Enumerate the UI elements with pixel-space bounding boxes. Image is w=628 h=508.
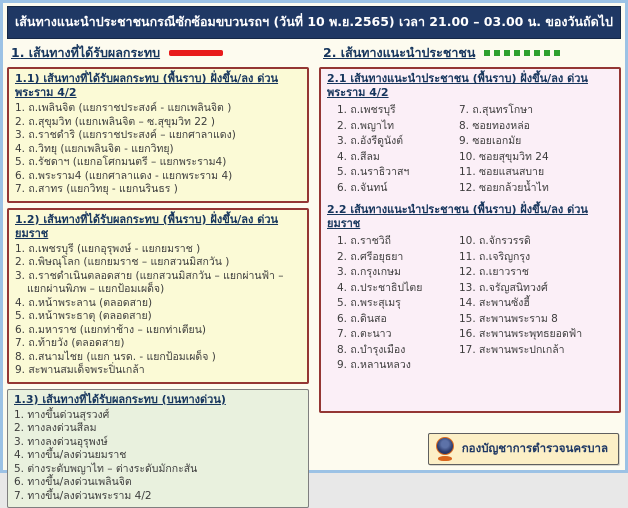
recommended-yommarat-list [327, 234, 613, 374]
list-item: 2. ถ.สุขุมวิท (แยกเพลินจิต – ซ.สุขุมวิท 22 ) [15, 116, 301, 130]
list-item: 13. ถ.จรัญสนิทวงศ์ [459, 281, 613, 297]
content-columns [7, 43, 621, 471]
list-item: 2. ถ.ศรีอยุธยา [337, 250, 459, 266]
impacted-surface-yommarat-heading: 1.2) เส้นทางที่ได้รับผลกระทบ (พื้นราบ) ฝั่งขึ้น/ลง ด่วนยมราช [15, 213, 301, 241]
page-title: เส้นทางแนะนำประชาชนกรณีซักซ้อมขบวนรถฯ (วันที่ 10 พ.ย.2565) เวลา 21.00 – 03.00 น. ของวันถัดไป [7, 6, 621, 39]
agency-name: กองบัญชาการตำรวจนครบาล [462, 440, 608, 458]
list-item: 2. ถ.พญาไท [337, 119, 459, 135]
recommended-rama4-col2 [459, 103, 613, 196]
recommended-rama4-col1 [337, 103, 459, 196]
list-item: 17. สะพานพระปกเกล้า [459, 343, 613, 359]
list-item: 8. ซอยทองหล่อ [459, 119, 613, 135]
agency-badge [428, 433, 619, 465]
list-item: 3. ถ.ราชดำเนินตลอดสาย (แยกสวนมิสกวัน – แยกผ่านฟ้า – แยกผ่านพิภพ – แยกป้อมเผด็จ) [15, 270, 301, 297]
list-item: 1. ถ.เพชรบุรี (แยกอุรุพงษ์ - แยกยมราช ) [15, 243, 301, 257]
recommended-section-heading: 2. เส้นทางแนะนำประชาชน [323, 43, 475, 63]
impacted-surface-rama4-list [15, 102, 301, 197]
list-item: 10. ซอยสุขุมวิท 24 [459, 150, 613, 166]
list-item: 16. สะพานพระพุทธยอดฟ้า [459, 327, 613, 343]
recommended-section-header [323, 44, 621, 62]
list-item: 12. ถ.เยาวราช [459, 265, 613, 281]
recommended-routes-box [319, 67, 621, 413]
red-solid-line-legend-icon [169, 50, 223, 56]
agency-badge-row [319, 433, 621, 471]
list-item: 6. ถ.มหาราช (แยกท่าช้าง – แยกท่าเตียน) [15, 324, 301, 338]
list-item: 11. ถ.เจริญกรุง [459, 250, 613, 266]
list-item: 3. ถ.ราชดำริ (แยกราชประสงค์ – แยกศาลาแดง) [15, 129, 301, 143]
recommended-yommarat-col1 [337, 234, 459, 374]
list-item: 10. ถ.จักรวรรดิ [459, 234, 613, 250]
impacted-expressway-list [14, 409, 302, 504]
list-item: 15. สะพานพระราม 8 [459, 312, 613, 328]
list-item: 7. ทางขึ้น/ลงด่วนพระราม 4/2 [14, 490, 302, 504]
recommended-routes-column [319, 43, 621, 471]
list-item: 8. ถ.สนามไชย (แยก นรด. - แยกป้อมเผด็จ ) [15, 351, 301, 365]
list-item: 5. ถ.นราธิวาสฯ [337, 165, 459, 181]
list-item: 1. ทางขึ้นด่วนสุรวงศ์ [14, 409, 302, 423]
list-item: 6. ถ.พระราม4 (แยกศาลาแดง - แยกพระราม 4) [15, 170, 301, 184]
list-item: 7. ถ.สาทร (แยกวิทยุ - แยกนรินธร ) [15, 183, 301, 197]
list-item: 5. ต่างระดับพญาไท – ต่างระดับมักกะสัน [14, 463, 302, 477]
impacted-surface-yommarat-list [15, 243, 301, 378]
list-item: 1. ถ.เพลินจิต (แยกราชประสงค์ - แยกเพลินจิต ) [15, 102, 301, 116]
list-item: 3. ทางลงด่วนอุรุพงษ์ [14, 436, 302, 450]
list-item: 3. ถ.กรุงเกษม [337, 265, 459, 281]
list-item: 12. ซอยกล้วยน้ำไท [459, 181, 613, 197]
recommended-yommarat-heading: 2.2 เส้นทางแนะนำประชาชน (พื้นราบ) ฝั่งขึ้น/ลง ด่วนยมราช [327, 203, 613, 231]
list-item: 6. ถ.ดินสอ [337, 312, 459, 328]
impacted-section-header [11, 44, 309, 62]
list-item: 7. ถ.ท้ายวัง (ตลอดสาย) [15, 337, 301, 351]
impacted-surface-rama4-box [7, 67, 309, 203]
list-item: 5. ถ.หน้าพระธาตุ (ตลอดสาย) [15, 310, 301, 324]
list-item: 6. ทางขึ้น/ลงด่วนเพลินจิต [14, 476, 302, 490]
list-item: 5. ถ.รัชดาฯ (แยกอโศกมนตรี – แยกพระราม4) [15, 156, 301, 170]
list-item: 6. ถ.จันทน์ [337, 181, 459, 197]
list-item: 8. ถ.บำรุงเมือง [337, 343, 459, 359]
recommended-yommarat-col2 [459, 234, 613, 374]
list-item: 1. ถ.ราชวิถี [337, 234, 459, 250]
list-item: 14. สะพานซังฮี้ [459, 296, 613, 312]
list-item: 7. ถ.ตะนาว [337, 327, 459, 343]
list-item: 4. ถ.หน้าพระลาน (ตลอดสาย) [15, 297, 301, 311]
list-item: 11. ซอยแสนสบาย [459, 165, 613, 181]
list-item: 5. ถ.พระสุเมรุ [337, 296, 459, 312]
impacted-surface-yommarat-box [7, 208, 309, 384]
list-item: 4. ถ.ประชาธิปไตย [337, 281, 459, 297]
police-emblem-icon [435, 437, 455, 461]
list-item: 2. ทางลงด่วนสีลม [14, 422, 302, 436]
list-item: 9. สะพานสมเด็จพระปิ่นเกล้า [15, 364, 301, 378]
list-item: 2. ถ.พิษณุโลก (แยกยมราช – แยกสวนมิสกวัน ) [15, 256, 301, 270]
list-item: 4. ทางขึ้น/ลงด่วนยมราช [14, 449, 302, 463]
list-item: 3. ถ.อังรีดูนังต์ [337, 134, 459, 150]
list-item: 4. ถ.วิทยุ (แยกเพลินจิต - แยกวิทยุ) [15, 143, 301, 157]
list-item: 1. ถ.เพชรบุรี [337, 103, 459, 119]
recommended-rama4-heading: 2.1 เส้นทางแนะนำประชาชน (พื้นราบ) ฝั่งขึ้น/ลง ด่วนพระราม 4/2 [327, 72, 613, 100]
impacted-section-heading: 1. เส้นทางที่ได้รับผลกระทบ [11, 43, 160, 63]
list-item: 9. ซอยเอกมัย [459, 134, 613, 150]
impacted-expressway-heading: 1.3) เส้นทางที่ได้รับผลกระทบ (บนทางด่วน) [14, 393, 302, 407]
impacted-surface-rama4-heading: 1.1) เส้นทางที่ได้รับผลกระทบ (พื้นราบ) ฝั่งขึ้น/ลง ด่วนพระราม 4/2 [15, 72, 301, 100]
green-dotted-line-legend-icon [484, 50, 560, 56]
list-item: 9. ถ.หลานหลวง [337, 358, 459, 374]
list-item: 7. ถ.สุนทรโกษา [459, 103, 613, 119]
recommended-rama4-list [327, 103, 613, 196]
impacted-routes-column [7, 43, 309, 471]
list-item: 4. ถ.สีลม [337, 150, 459, 166]
impacted-expressway-box [7, 389, 309, 508]
